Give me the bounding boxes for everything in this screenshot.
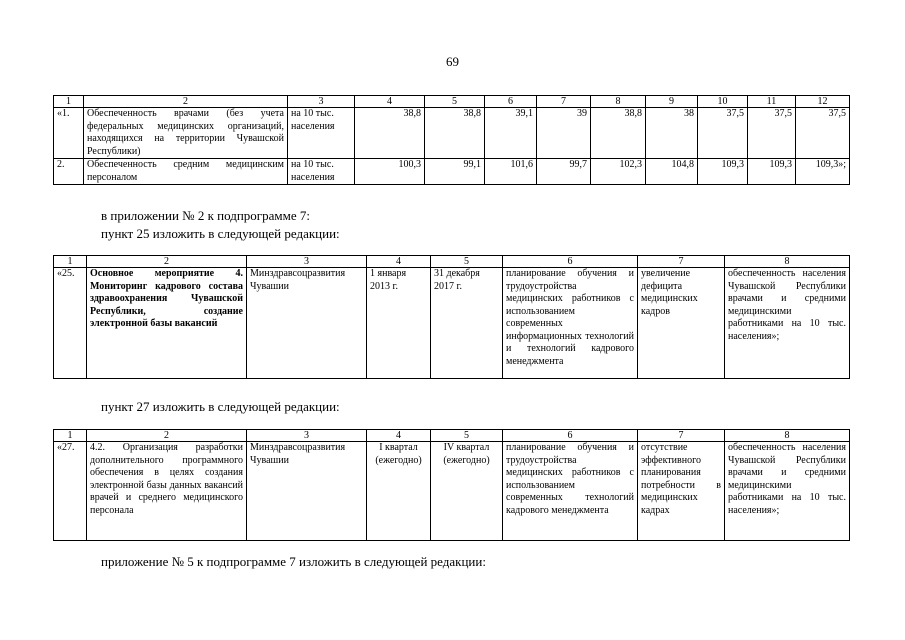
event-name: 4.2. Организация разработки дополнительного программного обеспечения в целях создания электронной базы данных вакансий врачей и среднего медицинского персонала [87, 442, 247, 541]
table-row [54, 159, 850, 185]
value-cell: 100,3 [355, 159, 425, 185]
column-header: 5 [431, 256, 503, 268]
column-header: 6 [485, 96, 537, 108]
executor-cell: Минздравсоцразвития Чувашии [247, 442, 367, 541]
executor-cell: Минздравсоцразвития Чувашии [247, 268, 367, 379]
column-header: 1 [54, 430, 87, 442]
value-cell: 38,8 [591, 108, 646, 159]
column-header: 4 [367, 430, 431, 442]
result-cell: увеличение дефицита медицинских кадров [638, 268, 725, 379]
value-cell: 99,1 [425, 159, 485, 185]
row-number: 2. [54, 159, 84, 185]
unit-cell: на 10 тыс. населения [288, 159, 355, 185]
column-header: 1 [54, 256, 87, 268]
column-header: 8 [725, 256, 850, 268]
column-header: 7 [638, 430, 725, 442]
value-cell: 38,8 [355, 108, 425, 159]
column-header: 4 [355, 96, 425, 108]
column-header: 9 [646, 96, 698, 108]
column-header: 2 [84, 96, 288, 108]
column-header: 8 [725, 430, 850, 442]
indicator-cell: обеспеченность населения Чувашской Республики врачами и средними медицинскими работниками на 10 тыс. населения»; [725, 268, 850, 379]
value-cell: 109,3»; [796, 159, 850, 185]
column-header: 12 [796, 96, 850, 108]
value-cell: 38 [646, 108, 698, 159]
table-row [54, 268, 850, 379]
result-cell: отсутствие эффективного планирования потребности в медицинских кадрах [638, 442, 725, 541]
column-header: 6 [503, 256, 638, 268]
value-cell: 109,3 [698, 159, 748, 185]
value-cell: 38,8 [425, 108, 485, 159]
column-header: 3 [247, 256, 367, 268]
row-number: «25. [54, 268, 87, 379]
column-header: 4 [367, 256, 431, 268]
column-header: 3 [288, 96, 355, 108]
paragraph: пункт 27 изложить в следующей редакции: [101, 399, 340, 414]
start-date-cell: 1 января 2013 г. [367, 268, 431, 379]
value-cell: 102,3 [591, 159, 646, 185]
table-header-row [54, 256, 850, 268]
table-row [54, 442, 850, 541]
table-header-row [54, 96, 850, 108]
paragraph: пункт 25 изложить в следующей редакции: [101, 226, 340, 241]
column-header: 2 [87, 256, 247, 268]
paragraph: в приложении № 2 к подпрограмме 7: [101, 208, 310, 223]
value-cell: 37,5 [698, 108, 748, 159]
row-number: «27. [54, 442, 87, 541]
column-header: 11 [748, 96, 796, 108]
unit-cell: на 10 тыс. населения [288, 108, 355, 159]
event-name: Основное мероприятие 4. Мониторинг кадрового состава здравоохранения Чувашской Республики, создание электронной базы вакансий [87, 268, 247, 379]
end-date-cell: IV квартал (ежегодно) [431, 442, 503, 541]
value-cell: 104,8 [646, 159, 698, 185]
table-header-row [54, 430, 850, 442]
value-cell: 39 [537, 108, 591, 159]
column-header: 5 [431, 430, 503, 442]
start-date-cell: I квартал (ежегодно) [367, 442, 431, 541]
column-header: 8 [591, 96, 646, 108]
value-cell: 109,3 [748, 159, 796, 185]
content-cell: планирование обучения и трудоустройства медицинских работников с использованием современных технологий кадрового менеджмента [503, 442, 638, 541]
column-header: 6 [503, 430, 638, 442]
paragraph: приложение № 5 к подпрограмме 7 изложить в следующей редакции: [101, 554, 486, 569]
measures-table-item-27 [53, 429, 850, 541]
value-cell: 99,7 [537, 159, 591, 185]
end-date-cell: 31 декабря 2017 г. [431, 268, 503, 379]
value-cell: 39,1 [485, 108, 537, 159]
column-header: 10 [698, 96, 748, 108]
column-header: 1 [54, 96, 84, 108]
column-header: 2 [87, 430, 247, 442]
indicator-cell: обеспеченность населения Чувашской Республики врачами и средними медицинскими работниками на 10 тыс. населения»; [725, 442, 850, 541]
value-cell: 101,6 [485, 159, 537, 185]
indicator-name: Обеспеченность врачами (без учета федеральных медицинских организаций, находящихся на территории Чувашской Республики) [84, 108, 288, 159]
column-header: 5 [425, 96, 485, 108]
column-header: 7 [537, 96, 591, 108]
measures-table-item-25 [53, 255, 850, 379]
column-header: 3 [247, 430, 367, 442]
table-row [54, 108, 850, 159]
content-cell: планирование обучения и трудоустройства медицинских работников с использованием современных информационных технологий и технологий кадрового менеджмента [503, 268, 638, 379]
indicators-table [53, 95, 850, 185]
column-header: 7 [638, 256, 725, 268]
value-cell: 37,5 [748, 108, 796, 159]
page-number: 69 [446, 54, 459, 69]
value-cell: 37,5 [796, 108, 850, 159]
indicator-name: Обеспеченность средним медицинским персоналом [84, 159, 288, 185]
row-number: «1. [54, 108, 84, 159]
